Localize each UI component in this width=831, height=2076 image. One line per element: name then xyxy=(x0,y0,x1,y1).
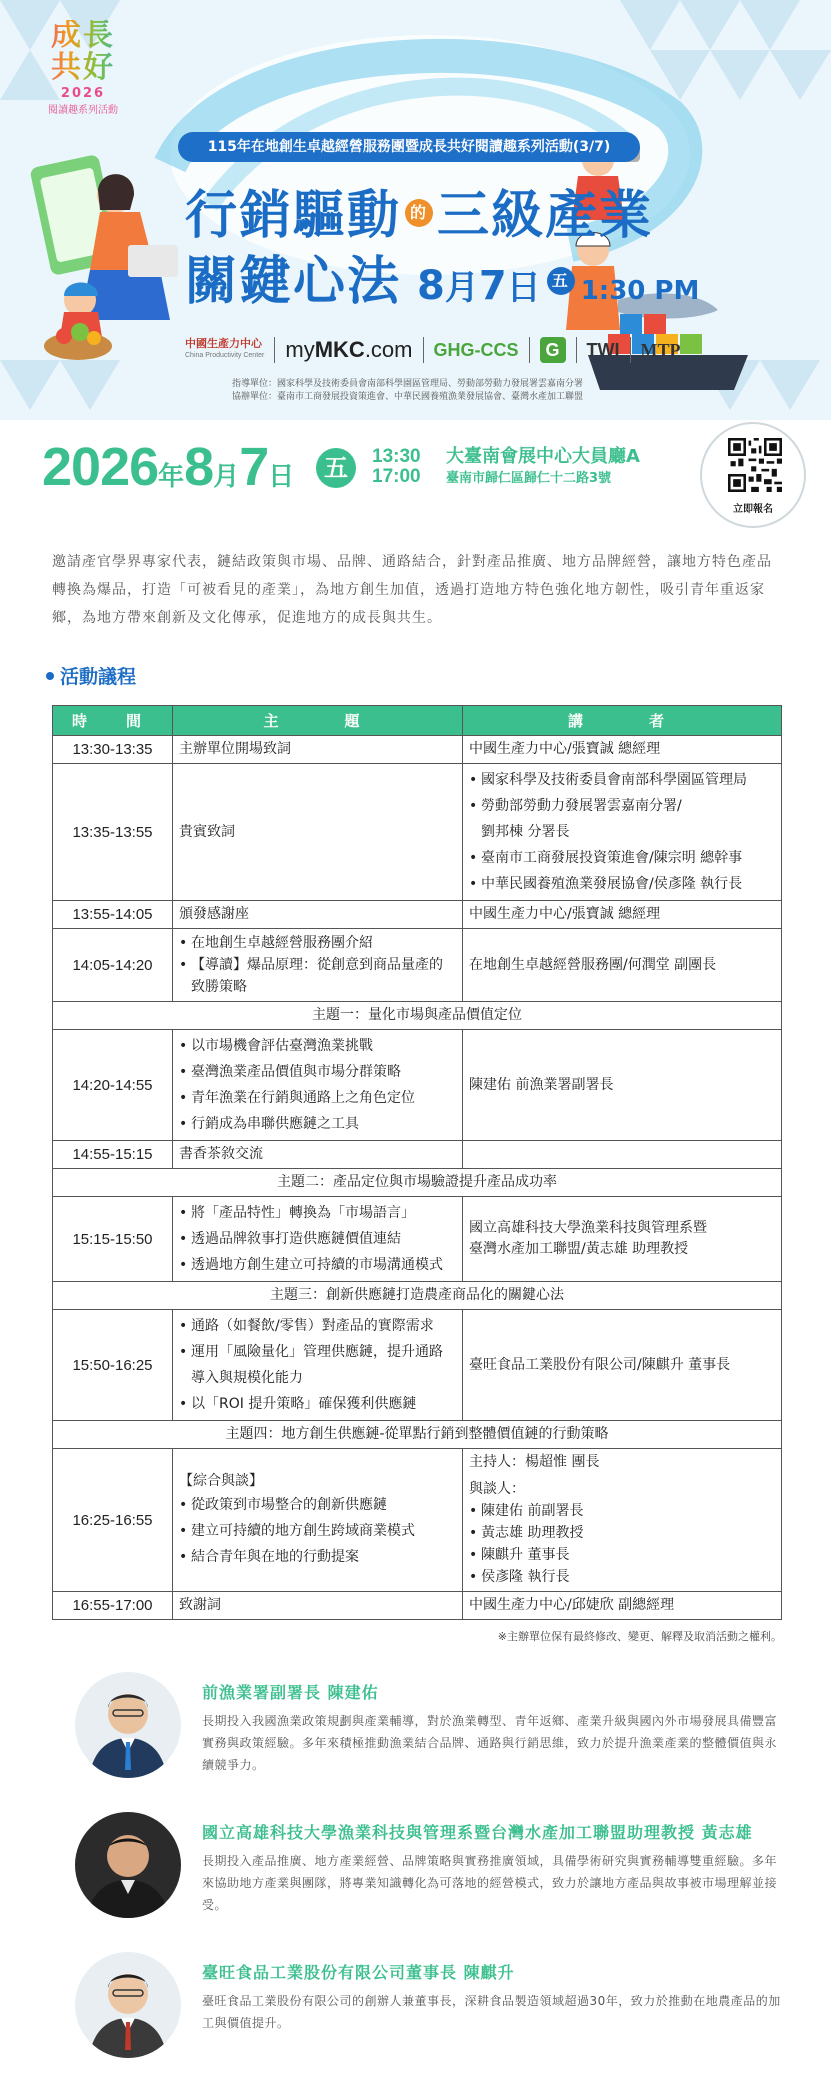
theme-title: 主題三：創新供應鏈打造農產商品化的關鍵心法 xyxy=(53,1282,782,1310)
man-portrait-icon xyxy=(75,1812,181,1918)
row-time: 15:50-16:25 xyxy=(53,1310,173,1421)
speaker-person: 劉邦棟 分署長 xyxy=(481,824,570,840)
event-description: 邀請產官學界專家代表，鏈結政策與市場、品牌、通路結合，針對產品推廣、地方品牌經營，讓地方特色產品轉換為爆品，打造「可被看見的產業」，為地方創生加值，透過打造地方特色強化地方韌性，吸引青年重返家鄉，為地方帶來創新及文化傳承，促進地方的成長與共生。 xyxy=(52,554,772,626)
speaker-photo xyxy=(75,1812,181,1918)
speaker-name: 前漁業署副署長 陳建佑 xyxy=(202,1683,379,1702)
theme-row xyxy=(53,1421,782,1449)
banner-weekday-badge: 五 xyxy=(547,267,575,295)
venue-name: 大臺南會展中心大員廳A xyxy=(446,446,640,467)
list-item: • 建立可持續的地方創生跨域商業模式 xyxy=(179,1518,456,1544)
row-topic: 貴賓致詞 xyxy=(173,764,463,901)
list-item: • 臺南市工商發展投資策進會/陳宗明 總幹事 xyxy=(469,845,775,871)
logo-year: 2026 xyxy=(60,86,106,101)
cpc-english-name: China Productivity Center xyxy=(185,352,265,359)
agenda-heading-text: 活動議程 xyxy=(60,666,137,688)
guiding-units: 指導單位：國家科學及技術委員會南部科學園區管理局、勞動部勞動力發展署雲嘉南分署 xyxy=(232,379,584,389)
theme-row xyxy=(53,1282,782,1310)
event-month: 8 xyxy=(184,437,214,497)
table-row xyxy=(53,929,782,1002)
table-row xyxy=(53,1449,782,1592)
speaker-bio: 長期投入產品推廣、地方產業經營、品牌策略與實務推廣領域，具備學術研究與實務輔導雙重經驗。多年來協助地方產業與團隊，將專業知識轉化為可落地的經營模式，致力於讓地方產品與故事被市場理解並接受。 xyxy=(202,1854,778,1912)
title-part-a: 行銷驅動 xyxy=(185,186,402,246)
row-time: 13:55-14:05 xyxy=(53,901,173,929)
list-item: • 青年漁業在行銷與通路上之角色定位 xyxy=(179,1085,456,1111)
logo-mark: 成長共好 xyxy=(38,20,128,84)
table-row xyxy=(53,764,782,901)
banner-time: 1:30 PM xyxy=(580,276,700,306)
event-year-unit: 年 xyxy=(158,461,185,491)
hero-banner xyxy=(0,0,831,420)
event-day: 7 xyxy=(239,437,269,497)
header-speaker: 講 者 xyxy=(463,706,782,736)
speaker-name: 臺旺食品工業股份有限公司董事長 陳麒升 xyxy=(202,1963,515,1982)
main-title-line2 xyxy=(185,252,699,321)
woman-laptop-illustration xyxy=(20,150,190,370)
banner-month: 8 xyxy=(417,263,445,309)
table-row xyxy=(53,1592,782,1620)
ghg-ccs-logo: GHG-CCS xyxy=(433,339,519,360)
row-speaker: 中國生產力中心/張寶誠 總經理 xyxy=(463,901,782,929)
list-item: • 【導讀】爆品原理：從創意到商品量產的致勝策略 xyxy=(179,954,456,998)
organizer-credits xyxy=(232,378,583,404)
panelists-label: 與談人： xyxy=(469,1481,525,1497)
row-topic xyxy=(173,929,463,1002)
mtp-logo: MTP xyxy=(640,339,681,360)
time-venue-block xyxy=(372,442,640,490)
disclaimer-note: ※主辦單位保有最終修改、變更、解釋及取消活動之權利。 xyxy=(497,1630,782,1643)
speaker-line: 臺灣水產加工聯盟/黃志雄 助理教授 xyxy=(469,1241,689,1257)
venue-address: 臺南市歸仁區歸仁十二路3號 xyxy=(446,471,612,486)
event-day-unit: 日 xyxy=(268,461,295,491)
row-time: 14:05-14:20 xyxy=(53,929,173,1002)
speaker-name: 國立高雄科技大學漁業科技與管理系暨台灣水產加工聯盟助理教授 黃志雄 xyxy=(202,1823,753,1842)
row-speaker xyxy=(463,764,782,901)
man-portrait-icon xyxy=(75,1672,181,1778)
partner-divider xyxy=(529,337,530,363)
theme-row xyxy=(53,1169,782,1197)
qr-code-icon[interactable] xyxy=(728,438,782,492)
banner-date xyxy=(417,263,541,309)
row-topic xyxy=(173,1310,463,1421)
table-row xyxy=(53,1310,782,1421)
table-row xyxy=(53,1197,782,1282)
list-item xyxy=(469,793,775,845)
row-time: 14:20-14:55 xyxy=(53,1030,173,1141)
list-item: • 結合青年與在地的行動提案 xyxy=(179,1544,456,1570)
partner-logos xyxy=(185,332,681,368)
event-logo xyxy=(38,20,128,116)
mymkc-part-c: .com xyxy=(364,337,413,362)
list-item: • 在地創生卓越經營服務團介紹 xyxy=(179,932,456,954)
speaker-org: 勞動部勞動力發展署雲嘉南分署/ xyxy=(481,798,682,814)
list-item: • 以市場機會評估臺灣漁業挑戰 xyxy=(179,1033,456,1059)
speaker-profile xyxy=(0,1812,831,1936)
mymkc-part-b: MKC xyxy=(314,337,365,362)
row-speaker: 陳建佑 前漁業署副署長 xyxy=(463,1030,782,1141)
list-item: • 行銷成為串聯供應鏈之工具 xyxy=(179,1111,456,1137)
panel-host: 主持人：楊超惟 團長 xyxy=(469,1454,600,1470)
event-month-unit: 月 xyxy=(213,461,240,491)
banner-day: 7 xyxy=(478,263,507,309)
speaker-photo xyxy=(75,1672,181,1778)
main-title-line1 xyxy=(185,186,653,246)
mymkc-logo xyxy=(285,337,412,363)
row-time: 16:55-17:00 xyxy=(53,1592,173,1620)
register-now-label[interactable]: 立即報名 xyxy=(733,504,773,515)
row-time: 13:35-13:55 xyxy=(53,764,173,901)
table-row xyxy=(53,1141,782,1169)
row-speaker: 中國生產力中心/邱婕欣 副總經理 xyxy=(463,1592,782,1620)
table-row xyxy=(53,1030,782,1141)
list-item: • 中華民國養殖漁業發展協會/侯彥隆 執行長 xyxy=(469,871,775,897)
row-time: 16:25-16:55 xyxy=(53,1449,173,1592)
row-speaker: 在地創生卓越經營服務團/何潤堂 副團長 xyxy=(463,929,782,1002)
row-time: 14:55-15:15 xyxy=(53,1141,173,1169)
twi-logo: TWI xyxy=(586,339,620,360)
bullet-dot-icon xyxy=(46,672,54,680)
row-speaker: 中國生產力中心/張寶誠 總經理 xyxy=(463,736,782,764)
title-de-badge: 的 xyxy=(405,199,433,227)
banner-month-unit: 月 xyxy=(444,268,479,308)
list-item: • 從政策到市場整合的創新供應鏈 xyxy=(179,1492,456,1518)
panel-label: 【綜合與談】 xyxy=(179,1473,263,1489)
list-item: • 臺灣漁業產品價值與市場分群策略 xyxy=(179,1059,456,1085)
co-organizers: 協辦單位：臺南市工商發展投資策進會、中華民國養殖漁業發展協會、臺灣水產加工聯盟 xyxy=(232,392,584,402)
partner-divider xyxy=(274,337,275,363)
row-topic: 主辦單位開場致詞 xyxy=(173,736,463,764)
cpc-logo xyxy=(185,338,264,362)
event-year: 2026 xyxy=(42,437,159,497)
table-row xyxy=(53,901,782,929)
row-topic xyxy=(173,1449,463,1592)
list-item: • 國家科學及技術委員會南部科學園區管理局 xyxy=(469,767,775,793)
partner-divider xyxy=(576,337,577,363)
list-item: • 透過品牌敘事打造供應鏈價值連結 xyxy=(179,1226,456,1252)
series-title-pill: 115年在地創生卓越經營服務團暨成長共好閱讀趣系列活動(3/7) xyxy=(178,132,640,162)
speaker-bio: 臺旺食品工業股份有限公司的創辦人兼董事長，深耕食品製造領域超過30年，致力於推動在地農產品的加工與價值提升。 xyxy=(202,1994,781,2030)
list-item: • 透過地方創生建立可持續的市場溝通模式 xyxy=(179,1252,456,1278)
row-speaker xyxy=(463,1197,782,1282)
end-time: 17:00 xyxy=(372,466,421,487)
agenda-table xyxy=(52,705,782,1620)
list-item: • 將「產品特性」轉換為「市場語言」 xyxy=(179,1200,456,1226)
list-item: • 運用「風險量化」管理供應鏈，提升通路導入與規模化能力 xyxy=(179,1339,456,1391)
speaker-profile xyxy=(0,1672,831,1796)
speaker-photo xyxy=(75,1952,181,2058)
row-speaker xyxy=(463,1449,782,1592)
event-date-bar xyxy=(0,420,831,530)
speaker-line: 國立高雄科技大學漁業科技與管理系暨 xyxy=(469,1220,707,1236)
leaf-logo-icon: G xyxy=(540,337,566,363)
cpc-name: 中國生產力中心 xyxy=(185,338,262,350)
theme-title: 主題四：地方創生供應鏈-從單點行銷到整體價值鏈的行動策略 xyxy=(53,1421,782,1449)
list-item: • 通路（如餐飲/零售）對產品的實際需求 xyxy=(179,1313,456,1339)
list-item: • 黃志雄 助理教授 xyxy=(469,1522,775,1544)
agenda-heading xyxy=(46,662,831,689)
speaker-bio: 長期投入我國漁業政策規劃與產業輔導，對於漁業轉型、青年返鄉、產業升級與國內外市場發展具備豐富實務與政策經驗。多年來積極推動漁業結合品牌、通路與行銷思維，致力於提升漁業產業的整體價值與永續競爭力。 xyxy=(202,1714,778,1772)
theme-title: 主題一：量化市場與產品價值定位 xyxy=(53,1002,782,1030)
man-portrait-icon xyxy=(75,1952,181,2058)
partner-divider xyxy=(630,337,631,363)
logo-subtitle: 閱讀趣系列活動 xyxy=(48,105,118,116)
list-item: • 陳麒升 董事長 xyxy=(469,1544,775,1566)
registration-qr[interactable] xyxy=(700,422,806,528)
banner-day-unit: 日 xyxy=(506,268,541,308)
list-item: • 陳建佑 前副署長 xyxy=(469,1500,775,1522)
row-speaker xyxy=(463,1141,782,1169)
speaker-profile xyxy=(0,1952,831,2076)
row-topic: 致謝詞 xyxy=(173,1592,463,1620)
event-weekday-badge: 五 xyxy=(316,448,356,488)
agenda-header-row xyxy=(53,706,782,736)
theme-title: 主題二：產品定位與市場驗證提升產品成功率 xyxy=(53,1169,782,1197)
theme-row xyxy=(53,1002,782,1030)
start-time: 13:30 xyxy=(372,446,421,467)
table-row xyxy=(53,736,782,764)
row-topic: 書香茶敘交流 xyxy=(173,1141,463,1169)
mymkc-part-a: my xyxy=(285,337,315,362)
row-time: 15:15-15:50 xyxy=(53,1197,173,1282)
list-item: • 侯彥隆 執行長 xyxy=(469,1566,775,1588)
title-line2-text: 關鍵心法 xyxy=(185,252,402,312)
row-topic: 頒發感謝座 xyxy=(173,901,463,929)
row-time: 13:30-13:35 xyxy=(53,736,173,764)
header-topic: 主 題 xyxy=(173,706,463,736)
partner-divider xyxy=(423,337,424,363)
row-speaker: 臺旺食品工業股份有限公司/陳麒升 董事長 xyxy=(463,1310,782,1421)
event-date xyxy=(42,436,294,498)
header-time: 時 間 xyxy=(53,706,173,736)
title-part-b: 三級產業 xyxy=(437,186,654,246)
row-topic xyxy=(173,1197,463,1282)
row-topic xyxy=(173,1030,463,1141)
list-item: • 以「ROI 提升策略」確保獲利供應鏈 xyxy=(179,1391,456,1417)
